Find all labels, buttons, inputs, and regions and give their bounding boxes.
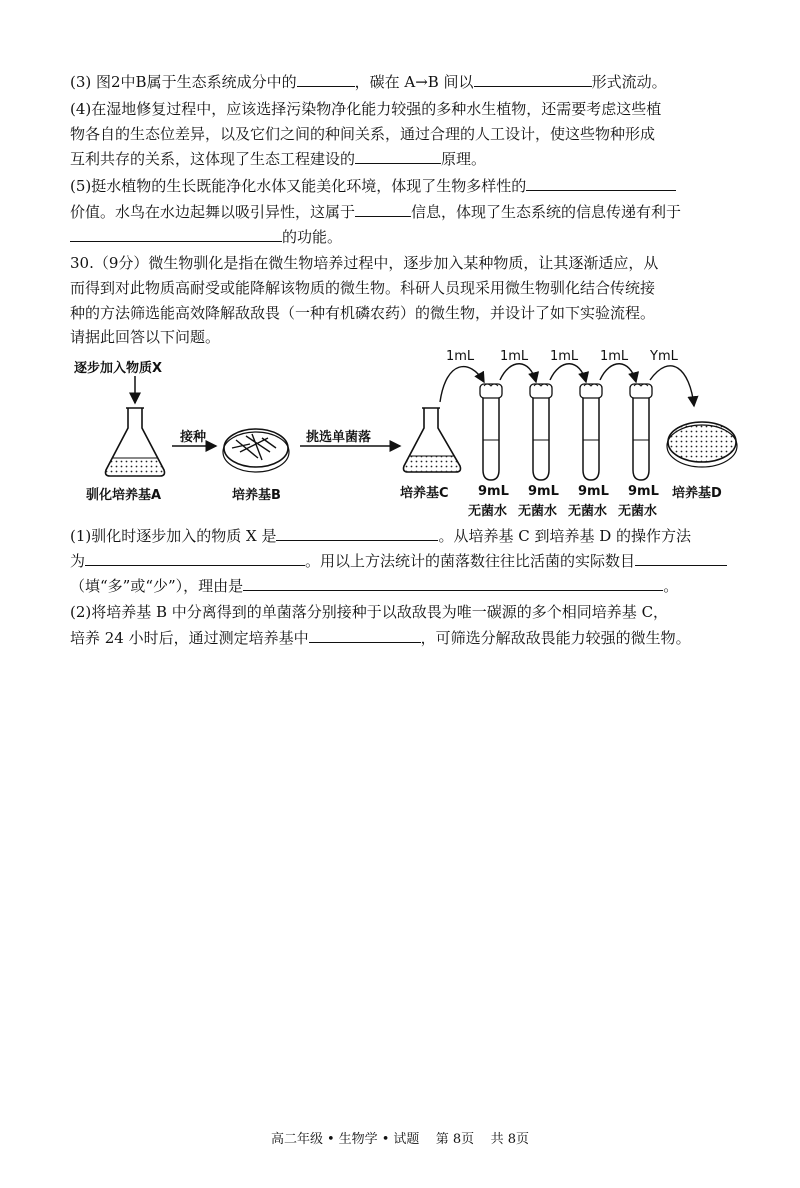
tube-volume-2: 9mL [528, 484, 559, 499]
page-footer [0, 1128, 800, 1147]
medium-d-label: 培养基D [672, 486, 722, 501]
tube-label-3: 无菌水 [568, 504, 608, 519]
s1-text-a: (1)驯化时逐步加入的物质 X 是 [70, 527, 277, 545]
s1-text-b: 。从培养基 C 到培养基 D 的操作方法 [438, 527, 692, 545]
petri-dish-d-icon [667, 422, 737, 467]
test-tube-4-icon [630, 384, 652, 480]
add-x-label: 逐步加入物质X [74, 361, 163, 376]
q4-text-b: 原理。 [441, 150, 487, 168]
inoculate-label: 接种 [180, 430, 207, 445]
q3-text-c: 形式流动。 [591, 73, 667, 91]
s2-line-2 [70, 626, 691, 650]
s1-text-d: 。用以上方法统计的菌落数往往比活菌的实际数目 [305, 552, 636, 570]
medium-b-label: 培养基B [232, 488, 281, 503]
transfer-arrow-y [650, 366, 694, 406]
footer-dot: • [327, 1132, 335, 1147]
test-tube-3-icon [580, 384, 602, 480]
flask-a-icon [106, 408, 165, 476]
s2-text-b: ，可筛选分解敌敌畏能力较强的微生物。 [420, 629, 691, 647]
s1-line-3 [70, 574, 678, 598]
q5-text-b: 价值。水鸟在水边起舞以吸引异性，这属于 [70, 203, 356, 221]
s2-line-1: (2)将培养基 B 中分离得到的单菌落分别接种于以敌敌畏为唯一碳源的多个相同培养基 C， [70, 603, 669, 621]
transfer-arrow-2 [500, 364, 536, 382]
s1-line-1 [70, 524, 691, 548]
q5-text-c: 信息，体现了生态系统的信息传递有利于 [411, 203, 682, 221]
pick-colony-label: 挑选单菌落 [306, 430, 372, 445]
s1-text-f: 。 [663, 577, 679, 595]
q30-line-3: 种的方法筛选能高效降解敌敌畏（一种有机磷农药）的微生物，并设计了如下实验流程。 [70, 304, 656, 322]
q30-line-2: 而得到对此物质高耐受或能降解该物质的微生物。科研人员现采用微生物驯化结合传统接 [70, 279, 656, 297]
tube-volume-4: 9mL [628, 484, 659, 499]
transfer-arrow-3 [550, 364, 586, 382]
transfer-volume-3: 1mL [550, 349, 579, 364]
footer-type: 试题 [393, 1132, 420, 1147]
test-tube-1-icon [480, 384, 502, 480]
footer-page: 第 8页 [435, 1132, 475, 1147]
s1-line-2 [70, 549, 727, 573]
q4-line-1: (4)在湿地修复过程中，应该选择污染物净化能力较强的多种水生植物，还需要考虑这些植 [70, 100, 662, 118]
tube-volume-3: 9mL [578, 484, 609, 499]
medium-c-label: 培养基C [400, 486, 449, 501]
answer-blank[interactable] [309, 627, 421, 643]
petri-dish-b-icon [223, 429, 289, 472]
transfer-volume-2: 1mL [500, 349, 529, 364]
medium-a-label: 驯化培养基A [86, 488, 162, 503]
tube-volume-1: 9mL [478, 484, 509, 499]
answer-blank[interactable] [635, 550, 727, 566]
footer-grade: 高二年级 [270, 1132, 323, 1147]
tube-label-2: 无菌水 [518, 504, 558, 519]
transfer-volume-y: YmL [650, 349, 678, 364]
s1-text-e: （填“多”或“少”），理由是 [70, 577, 244, 595]
q30-line-4: 请据此回答以下问题。 [70, 328, 221, 346]
test-tube-2-icon [530, 384, 552, 480]
s1-text-c: 为 [70, 552, 86, 570]
q5-text-a: (5)挺水植物的生长既能净化水体又能美化环境，体现了生物多样性的 [70, 177, 527, 195]
transfer-arrow-1 [440, 367, 484, 402]
tube-label-1: 无菌水 [468, 504, 508, 519]
q3-text-b: ，碳在 A→B 间以 [354, 73, 474, 91]
q5-text-d: 的功能。 [282, 228, 343, 246]
transfer-arrow-4 [600, 364, 636, 382]
transfer-volume-1: 1mL [446, 349, 475, 364]
s2-text-a: 培养 24 小时后，通过测定培养基中 [70, 629, 309, 647]
answer-blank[interactable] [276, 525, 438, 541]
footer-total: 共 8页 [490, 1132, 529, 1147]
answer-blank[interactable] [243, 575, 663, 591]
transfer-volume-4: 1mL [600, 349, 629, 364]
q30-line-1: 30.（9分）微生物驯化是指在微生物培养过程中，逐步加入某种物质，让其逐渐适应，从 [70, 254, 659, 272]
footer-dot: • [381, 1132, 390, 1147]
q4-text-a: 互利共存的关系，这体现了生态工程建设的 [70, 150, 356, 168]
flask-c-icon [404, 408, 461, 472]
tube-label-4: 无菌水 [618, 504, 658, 519]
answer-blank[interactable] [85, 550, 305, 566]
q4-line-2: 物各自的生态位差异，以及它们之间的种间关系，通过合理的人工设计，使这些物种形成 [70, 125, 656, 143]
footer-subject: 生物学 [338, 1132, 378, 1147]
q3-text-a: (3) 图2中B属于生态系统成分中的 [70, 73, 297, 91]
